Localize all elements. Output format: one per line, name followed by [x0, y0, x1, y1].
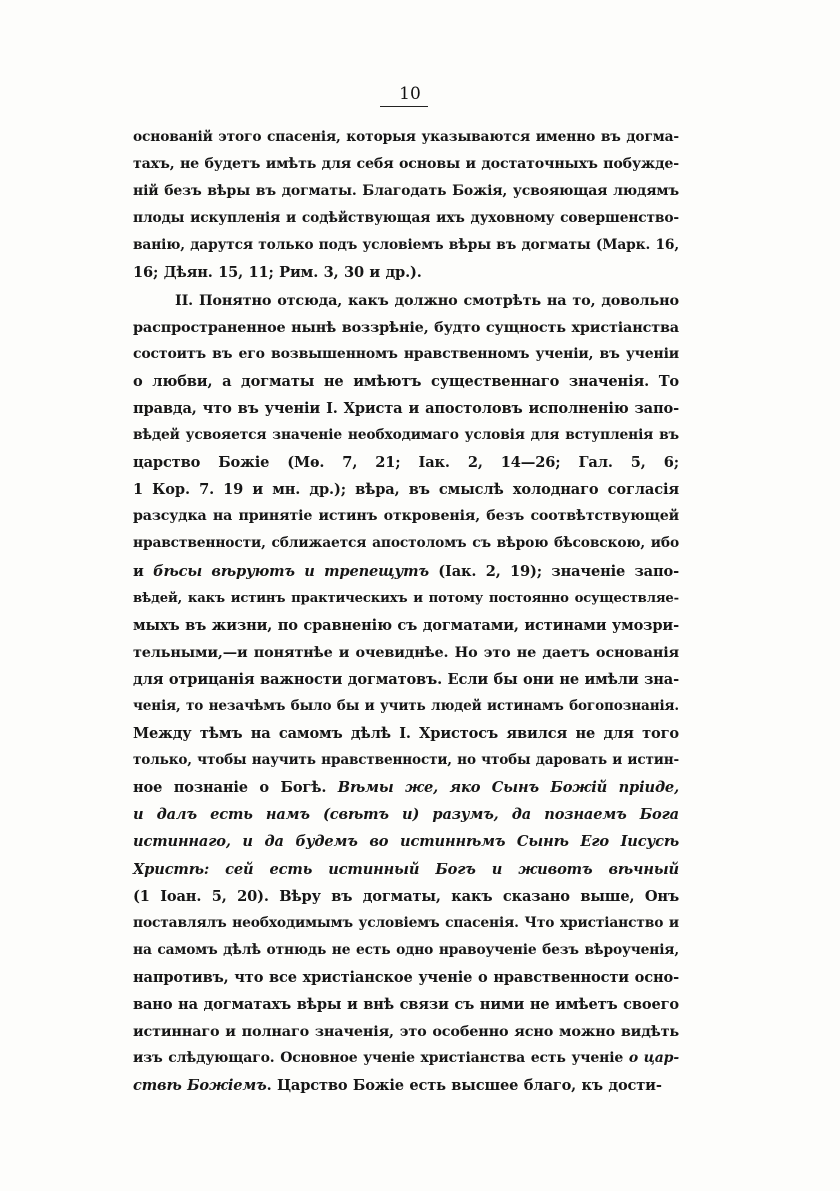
text-segment: напротивъ, что все христіанское ученіе о нравственности осно- — [133, 968, 679, 986]
text-segment: ванію, дарутся только подъ условіемъ вѣры въ догматы (Марк. 16, — [133, 237, 679, 254]
text-segment: 16; Дѣян. 15, 11; Рим. 3, 30 и др.). — [133, 264, 422, 282]
text-line — [133, 774, 679, 801]
italic-text-segment: о цар- — [628, 1050, 679, 1067]
text-segment: нравственности, сближается апостоломъ съ вѣрою бѣсовскою, ибо — [133, 535, 679, 552]
text-segment: и — [133, 562, 154, 580]
text-line — [133, 558, 679, 585]
text-segment: ченія, то незачѣмъ было бы и учить людей истинамъ богопознанія. — [133, 697, 679, 714]
text-segment: ное познаніе о Богѣ. — [133, 779, 338, 797]
text-segment: ній безъ вѣры въ догматы. Благодать Божія, усвояющая людямъ — [133, 183, 679, 200]
text-segment: вано на догматахъ вѣры и внѣ связи съ ними не имѣетъ своего — [133, 996, 679, 1013]
text-line — [133, 856, 679, 883]
text-segment: на самомъ дѣлѣ отнюдь не есть одно нравоученіе безъ вѣроученія, — [133, 941, 679, 958]
text-line — [133, 612, 679, 639]
text-segment: плоды искупленія и содѣйствующая ихъ духовному совершенство- — [133, 210, 679, 227]
text-line — [133, 883, 679, 910]
text-segment: основаній этого спасенія, которыя указываются именно въ догма- — [133, 129, 679, 145]
text-line — [133, 1072, 679, 1099]
body-text — [133, 124, 679, 1099]
italic-text-segment: бѣсы вѣруютъ и трепещутъ — [153, 562, 429, 580]
text-line — [133, 232, 679, 259]
text-line — [133, 693, 679, 720]
text-segment: тельными,—и понятнѣе и очевиднѣе. Но это не даетъ основанія — [133, 643, 679, 661]
text-line — [133, 910, 679, 937]
text-line — [133, 422, 679, 449]
text-line — [133, 205, 679, 232]
text-line — [133, 1018, 679, 1045]
text-line — [133, 476, 679, 503]
text-segment: (1 Іоан. 5, 20). Вѣру въ догматы, какъ сказано выше, Онъ — [133, 887, 679, 905]
text-segment: разсудка на принятіе истинъ откровенія, безъ соотвѣтствующей — [133, 508, 679, 525]
text-line — [133, 1045, 679, 1072]
text-line — [133, 178, 679, 205]
text-segment: о любви, а догматы не имѣютъ существеннаго значенія. То — [133, 372, 679, 390]
text-segment: 1 Кор. 7. 19 и мн. др.); вѣра, въ смыслѣ холоднаго согласія — [133, 481, 679, 499]
page-number-rule — [380, 106, 428, 107]
text-segment: вѣдей, какъ истинъ практическихъ и потому постоянно осуществляе- — [133, 590, 679, 606]
text-segment: Между тѣмъ на самомъ дѣлѣ І. Христосъ явился не для того — [133, 725, 679, 743]
text-line — [133, 801, 679, 828]
text-segment: II. Понятно отсюда, какъ должно смотрѣть на то, довольно — [175, 291, 679, 309]
text-line — [133, 720, 679, 747]
text-line — [133, 666, 679, 693]
text-segment: состоитъ въ его возвышенномъ нравственномъ ученіи, въ ученіи — [133, 345, 679, 362]
text-line — [133, 747, 679, 774]
page-number: 10 — [399, 84, 421, 104]
text-segment: царство Божіе (Мѳ. 7, 21; Іак. 2, 14—26; Гал. 5, 6; — [133, 454, 679, 472]
text-line — [133, 341, 679, 368]
text-line — [133, 828, 679, 855]
italic-text-segment: истиннаго, и да будемъ во истиннѣмъ Сынѣ Его Іисусѣ — [133, 833, 679, 851]
text-line — [133, 991, 679, 1018]
text-segment: тахъ, не будетъ имѣть для себя основы и достаточныхъ побужде- — [133, 156, 679, 173]
text-line — [133, 585, 679, 612]
text-segment: только, чтобы научить нравственности, но чтобы даровать и истин- — [133, 752, 679, 769]
text-segment: (Іак. 2, 19); значеніе запо- — [428, 562, 680, 580]
text-segment: . Царство Божіе есть высшее благо, къ дости- — [266, 1077, 662, 1095]
text-line — [133, 937, 679, 964]
text-segment: распространенное нынѣ воззрѣніе, будто сущность христіанства — [133, 318, 679, 336]
text-segment: мыхъ въ жизни, по сравненію съ догматами, истинами умозри- — [133, 616, 679, 634]
text-line — [133, 124, 679, 151]
text-line — [133, 530, 679, 557]
text-segment: для отрицанія важности догматовъ. Если бы они не имѣли зна- — [133, 670, 679, 688]
italic-text-segment: ствѣ Божіемъ — [133, 1077, 267, 1095]
text-line — [133, 964, 679, 991]
text-line — [133, 503, 679, 530]
text-segment: поставлялъ необходимымъ условіемъ спасенія. Что христіанство и — [133, 914, 679, 931]
text-segment: правда, что въ ученіи І. Христа и апостоловъ исполненію запо- — [133, 399, 679, 417]
italic-text-segment: Христѣ: сей есть истинный Богъ и животъ вѣчный — [133, 860, 679, 878]
text-line — [133, 151, 679, 178]
text-line — [133, 259, 679, 286]
text-segment: изъ слѣдующаго. Основное ученіе христіанства есть ученіе — [133, 1050, 629, 1067]
text-line — [133, 287, 679, 314]
text-line — [133, 639, 679, 666]
italic-text-segment: и далъ есть намъ (свѣтъ и) разумъ, да познаемъ Бога — [133, 806, 679, 824]
text-segment: истиннаго и полнаго значенія, это особенно ясно можно видѣть — [133, 1023, 679, 1041]
italic-text-segment: Вѣмы же, яко Сынъ Божій пріиде, — [337, 779, 680, 797]
text-line — [133, 368, 679, 395]
text-line — [133, 395, 679, 422]
text-segment: вѣдей усвояется значеніе необходимаго условія для вступленія въ — [133, 427, 679, 444]
text-line — [133, 449, 679, 476]
text-line — [133, 314, 679, 341]
